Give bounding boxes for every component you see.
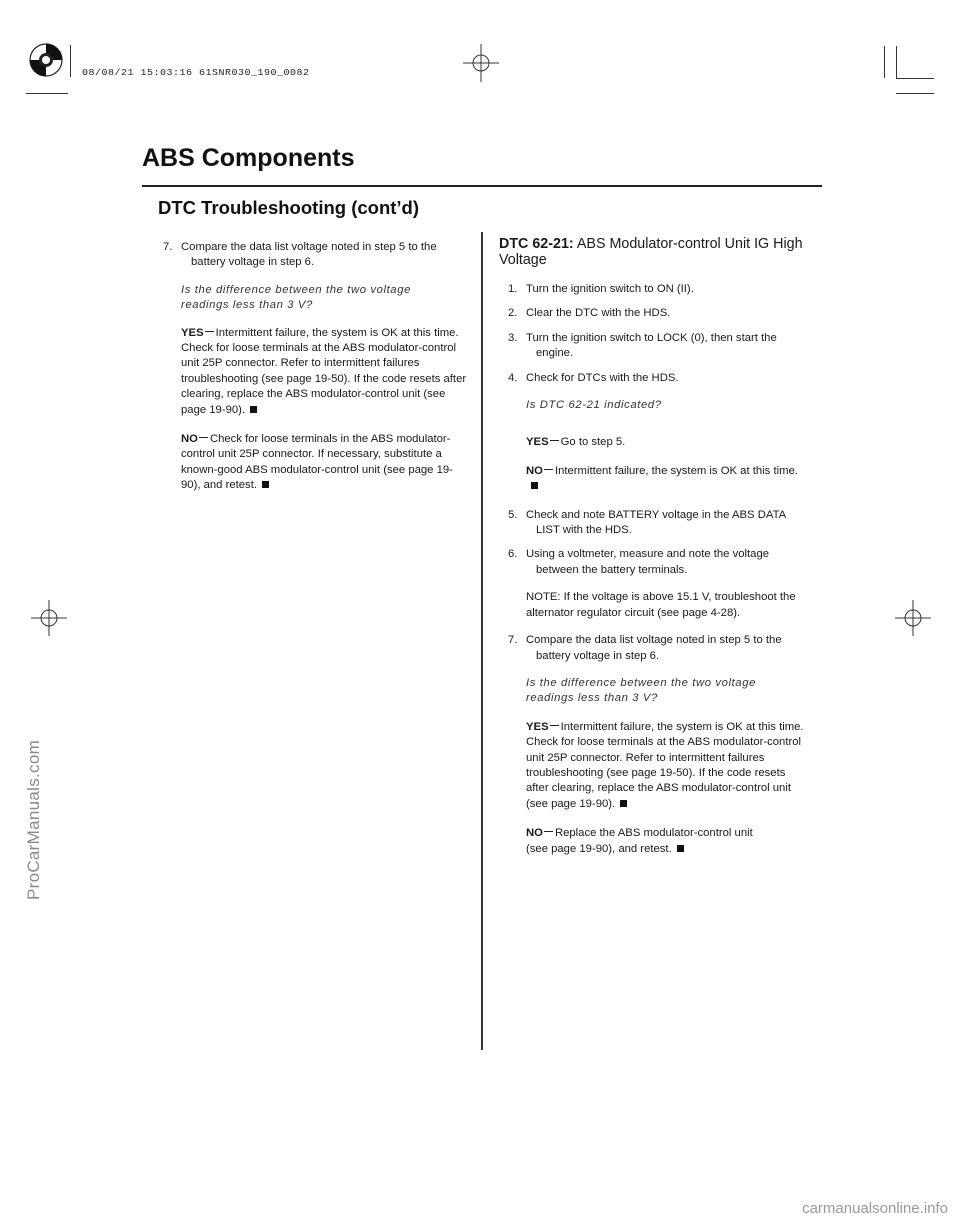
answer-yes bbox=[526, 720, 809, 812]
crop-mark bbox=[884, 46, 885, 78]
answer-yes bbox=[526, 435, 809, 450]
step-text: Compare the data list voltage noted in step 5 to the battery voltage in step 6. bbox=[526, 634, 782, 662]
print-timestamp: 08/08/21 15:03:16 61SNR030_190_0082 bbox=[82, 68, 310, 79]
step-3 bbox=[508, 331, 809, 362]
step-number: 5. bbox=[508, 508, 518, 521]
note: NOTE: If the voltage is above 15.1 V, troubleshoot the alternator regulator circuit (see page 4-28). bbox=[526, 591, 796, 619]
step-1 bbox=[508, 282, 809, 297]
dtc-code: DTC 62-21: bbox=[499, 236, 574, 252]
step-5 bbox=[508, 508, 809, 539]
dash-icon bbox=[199, 437, 208, 438]
dash-icon bbox=[550, 440, 559, 441]
step-number: 1. bbox=[508, 283, 518, 295]
end-square-icon bbox=[620, 800, 627, 807]
question: Is DTC 62-21 indicated? bbox=[526, 399, 662, 412]
no-text: Intermittent failure, the system is OK at this time. bbox=[554, 464, 798, 477]
step-text: Using a voltmeter, measure and note the voltage between the battery terminals. bbox=[526, 548, 770, 576]
crop-mark bbox=[70, 45, 71, 77]
no-label: NO bbox=[181, 433, 198, 446]
step-text: Compare the data list voltage noted in step 5 to the battery voltage in step 6. bbox=[181, 241, 437, 269]
step-number: 4. bbox=[508, 371, 518, 384]
yes-text: Go to step 5. bbox=[560, 436, 626, 449]
crop-mark bbox=[26, 93, 68, 94]
page-title: ABS Components bbox=[142, 144, 355, 172]
step-number: 2. bbox=[508, 307, 518, 320]
no-text: Replace the ABS modulator-control unit (see page 19-90), and retest. bbox=[526, 827, 753, 855]
crosshair-icon bbox=[462, 42, 500, 84]
crop-mark bbox=[896, 78, 934, 79]
page-subtitle: DTC Troubleshooting (cont’d) bbox=[158, 197, 420, 218]
step-6 bbox=[508, 547, 809, 578]
step-number: 7. bbox=[508, 634, 518, 647]
step-2 bbox=[508, 306, 809, 321]
end-square-icon bbox=[250, 406, 257, 413]
step-text: Clear the DTC with the HDS. bbox=[526, 307, 671, 320]
step-text: Check and note BATTERY voltage in the ABS DATA LIST with the HDS. bbox=[526, 508, 786, 537]
left-column bbox=[163, 240, 468, 494]
step-number: 3. bbox=[508, 331, 518, 344]
crop-mark bbox=[896, 93, 934, 94]
registration-target-icon bbox=[26, 40, 66, 80]
yes-label: YES bbox=[181, 326, 204, 339]
dash-icon bbox=[550, 725, 559, 726]
step-4 bbox=[508, 371, 809, 386]
step-7 bbox=[163, 240, 468, 271]
no-label: NO bbox=[526, 827, 543, 840]
step-text: Turn the ignition switch to ON (II). bbox=[526, 283, 694, 295]
dtc-title: ABS Modulator-control Unit IG High Voltage bbox=[499, 236, 803, 268]
step-7 bbox=[508, 633, 809, 664]
dash-icon bbox=[544, 831, 553, 832]
dtc-heading bbox=[499, 236, 809, 268]
question: Is the difference between the two voltage readings less than 3 V? bbox=[526, 676, 756, 705]
yes-label: YES bbox=[526, 436, 549, 449]
bottom-watermark: carmanualsonline.info bbox=[802, 1200, 948, 1217]
title-rule bbox=[142, 185, 822, 187]
crop-mark bbox=[896, 46, 897, 78]
column-divider bbox=[481, 232, 483, 1050]
step-number: 6. bbox=[508, 548, 518, 561]
dash-icon bbox=[205, 331, 214, 332]
answer-no bbox=[526, 464, 809, 495]
answer-no bbox=[181, 432, 468, 494]
question: Is the difference between the two voltage readings less than 3 V? bbox=[181, 283, 411, 312]
steps-list bbox=[508, 282, 809, 857]
answer-yes bbox=[181, 326, 468, 418]
crosshair-icon bbox=[894, 598, 932, 638]
end-square-icon bbox=[531, 482, 538, 489]
end-square-icon bbox=[677, 845, 684, 852]
step-text: Turn the ignition switch to LOCK (0), then start the engine. bbox=[526, 331, 777, 360]
no-text: Check for loose terminals in the ABS modulator-control unit 25P connector. If necessary, substitute a known-good ABS modulator-control unit (see page 19-90), and retest. bbox=[181, 433, 453, 492]
dash-icon bbox=[544, 469, 553, 470]
yes-text: Intermittent failure, the system is OK at this time. Check for loose terminals at the ABS modulator-control unit 25P connector. Refer to intermittent failures troubleshooting (see page 19-50). If the code resets after clearing, replace the ABS modulator-control unit (see page 19-90). bbox=[181, 326, 467, 416]
step-number: 7. bbox=[163, 241, 173, 253]
crosshair-icon bbox=[30, 598, 68, 638]
answer-no bbox=[526, 826, 776, 857]
right-column bbox=[499, 236, 809, 857]
yes-text: Intermittent failure, the system is OK at this time. Check for loose terminals at the ABS modulator-control unit 25P connector. Refer to intermittent failures troubleshooting (see page 19-50). If the code resets after clearing, replace the ABS modulator-control unit (see page 19-90). bbox=[526, 720, 804, 810]
no-label: NO bbox=[526, 464, 543, 477]
step-text: Check for DTCs with the HDS. bbox=[526, 371, 679, 384]
end-square-icon bbox=[262, 481, 269, 488]
side-watermark: ProCarManuals.com bbox=[24, 739, 43, 900]
yes-label: YES bbox=[526, 720, 549, 733]
